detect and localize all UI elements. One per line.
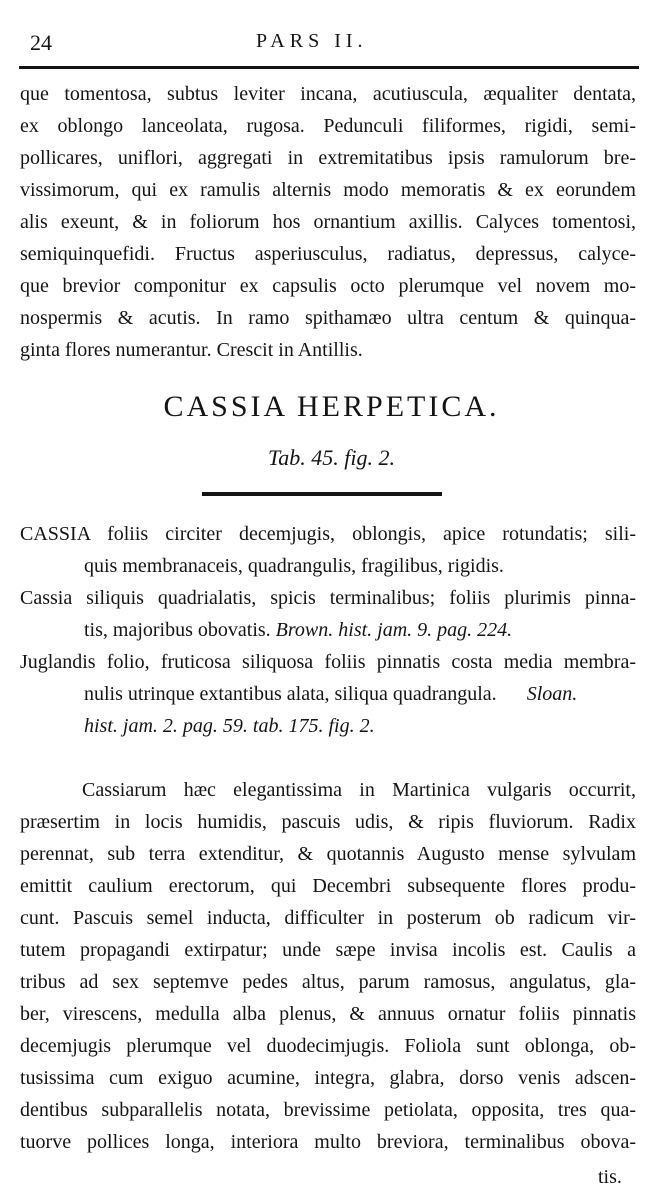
text-line: ginta flores numerantur. Crescit in Antillis. xyxy=(20,339,363,361)
description-line: perennat, sub terra extenditur, & quotannis Augusto mense sylvulam xyxy=(20,843,636,865)
description-line: ber, virescens, medulla alba plenus, & annuus ornatur foliis pinnatis xyxy=(20,1003,636,1025)
synonym-line: CASSIA foliis circiter decemjugis, oblongis, apice rotundatis; sili- xyxy=(20,523,636,545)
synonym-text: tis, majoribus obovatis. xyxy=(84,619,271,641)
citation-sloan: Sloan. xyxy=(526,683,578,705)
page-number: 24 xyxy=(30,30,52,55)
description-line: decemjugis plerumque vel duodecimjugis. Foliola sunt oblonga, ob- xyxy=(20,1035,636,1057)
description-line: tribus ad sex septemve pedes altus, parum ramosus, angulatus, gla- xyxy=(20,971,636,993)
description-line: tusissima cum exiguo acumine, integra, glabra, dorso venis adscen- xyxy=(20,1067,636,1089)
synonym-line: quis membranaceis, quadrangulis, fragilibus, rigidis. xyxy=(84,555,504,577)
text-line: ex oblongo lanceolata, rugosa. Pedunculi filiformes, rigidi, semi- xyxy=(20,115,636,137)
synonym-line xyxy=(84,618,512,642)
running-head: PARS II. xyxy=(256,30,368,52)
synonym-line: Cassia siliquis quadrialatis, spicis terminalibus; foliis plurimis pinna- xyxy=(20,587,636,609)
species-title: CASSIA HERPETICA. xyxy=(163,390,500,423)
text-line: vissimorum, qui ex ramulis alternis modo memoratis & ex eorundem xyxy=(20,179,636,201)
description-line: tuorve pollices longa, interiora multo breviora, terminalibus obova- xyxy=(20,1131,636,1153)
citation-sloan-ref: hist. jam. 2. pag. 59. tab. 175. fig. 2. xyxy=(84,715,375,737)
description-line: tutem propagandi extirpatur; unde sæpe invisa incolis est. Caulis a xyxy=(20,939,636,961)
text-line: pollicares, uniflori, aggregati in extremitatibus ipsis ramulorum bre- xyxy=(20,147,636,169)
text-line: semiquinquefidi. Fructus asperiusculus, radiatus, depressus, calyce- xyxy=(20,243,636,265)
description-line: emittit caulium erectorum, qui Decembri subsequente flores produ- xyxy=(20,875,636,897)
plate-reference: Tab. 45. fig. 2. xyxy=(268,445,395,470)
citation-brown: Brown. hist. jam. 9. pag. 224. xyxy=(275,619,513,641)
description-line: Cassiarum hæc elegantissima in Martinica vulgaris occurrit, xyxy=(82,779,636,801)
synonym-text: nulis utrinque extantibus alata, siliqua quadrangula. xyxy=(84,683,497,705)
synonym-line: Juglandis folio, fruticosa siliquosa foliis pinnatis costa media membra- xyxy=(20,651,636,673)
description-line: dentibus subparallelis notata, brevissime petiolata, opposita, tres qua- xyxy=(20,1099,636,1121)
header-rule xyxy=(19,66,639,69)
text-line: nospermis & acutis. In ramo spithamæo ultra centum & quinqua- xyxy=(20,307,636,329)
synonym-line xyxy=(84,682,577,706)
catchword: tis. xyxy=(598,1166,622,1188)
text-line: alis exeunt, & in foliorum hos ornantium axillis. Calyces tomentosi, xyxy=(20,211,636,233)
text-line: que tomentosa, subtus leviter incana, acutiuscula, æqualiter dentata, xyxy=(20,83,636,105)
description-line: cunt. Pascuis semel inducta, difficulter in posterum ob radicum vir- xyxy=(20,907,636,929)
title-rule xyxy=(202,492,442,496)
text-line: que brevior componitur ex capsulis octo plerumque vel novem mo- xyxy=(20,275,636,297)
synonym-line xyxy=(84,714,375,738)
description-line: præsertim in locis humidis, pascuis udis, & ripis fluviorum. Radix xyxy=(20,811,636,833)
